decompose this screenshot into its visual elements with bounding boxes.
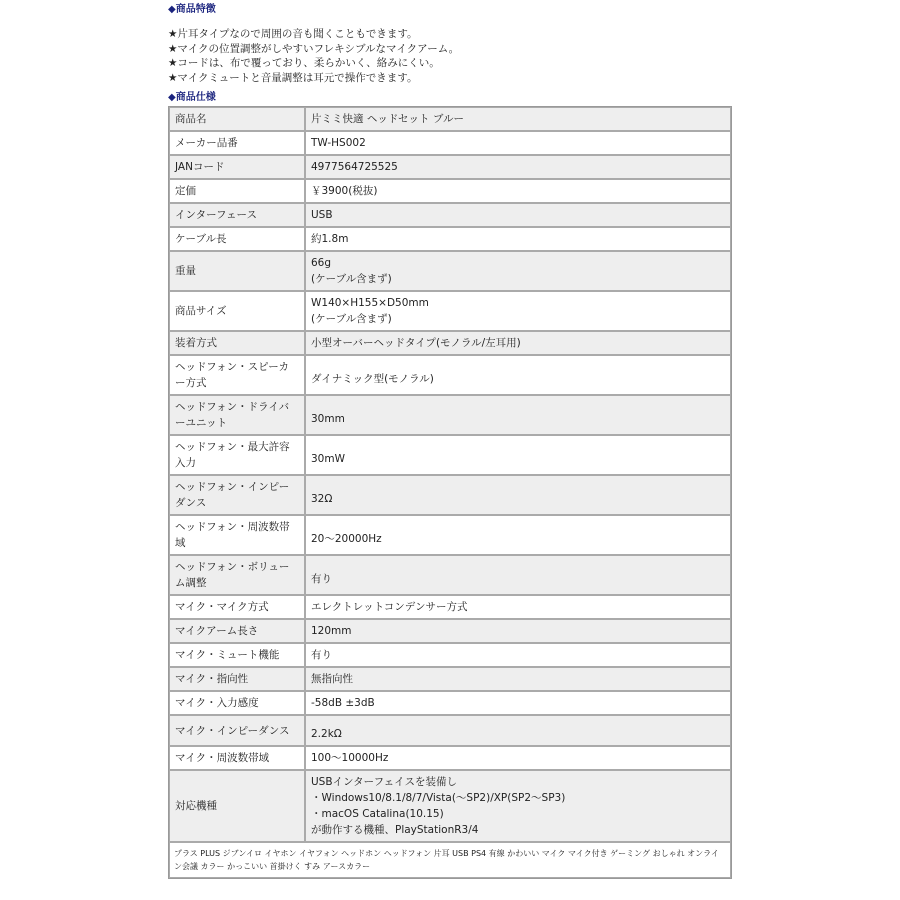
spec-value-line: ・macOS Catalina(10.15)	[311, 808, 444, 820]
spec-value-line: W140×H155×D50mm	[311, 297, 429, 309]
spec-value-line: ￥3900(税抜)	[311, 185, 378, 197]
spec-row	[169, 746, 731, 770]
spec-value	[305, 515, 731, 555]
spec-row	[169, 203, 731, 227]
spec-value-line: TW-HS002	[311, 137, 366, 149]
spec-value	[305, 355, 731, 395]
spec-value	[305, 179, 731, 203]
product-description	[168, 0, 732, 879]
spec-value-line: 小型オーバーヘッドタイプ(モノラル/左耳用)	[311, 337, 521, 349]
features-list	[168, 27, 732, 85]
keywords-row	[169, 842, 731, 878]
spec-label: ヘッドフォン・周波数帯域	[169, 515, 305, 555]
spec-label: ヘッドフォン・スピーカー方式	[169, 355, 305, 395]
spec-label: マイク・ミュート機能	[169, 643, 305, 667]
spec-label: メーカー品番	[169, 131, 305, 155]
spec-value-line: 30mW	[311, 452, 345, 465]
spec-row	[169, 131, 731, 155]
spec-row	[169, 251, 731, 291]
spec-value-line: USB	[311, 209, 333, 221]
spec-value	[305, 643, 731, 667]
spec-value-line: (ケーブル含まず)	[311, 313, 392, 325]
spec-row	[169, 643, 731, 667]
spec-value	[305, 131, 731, 155]
spec-value-line: 無指向性	[311, 673, 353, 685]
spec-value-line: 100～10000Hz	[311, 752, 389, 764]
spec-row	[169, 331, 731, 355]
spec-value	[305, 619, 731, 643]
keywords: プラス PLUS ジブンイロ イヤホン イヤフォン ヘッドホン ヘッドフォン 片耳 USB PS4 有線 かわいい マイク マイク付き ゲーミング おしゃれ オンライン会議 カラー かっこいい 首掛けく すみ アースカラー	[169, 842, 731, 878]
spec-label: ヘッドフォン・ボリューム調整	[169, 555, 305, 595]
spec-row	[169, 475, 731, 515]
spec-label: JANコード	[169, 155, 305, 179]
spec-value	[305, 107, 731, 131]
spec-row	[169, 435, 731, 475]
spec-label: マイク・指向性	[169, 667, 305, 691]
spec-value	[305, 746, 731, 770]
spec-value	[305, 555, 731, 595]
feature-item: ★コードは、布で覆っており、柔らかいく、絡みにくい。	[168, 57, 440, 69]
spec-value	[305, 715, 731, 746]
spec-row	[169, 691, 731, 715]
spec-row	[169, 515, 731, 555]
spec-row	[169, 770, 731, 842]
spec-value-line: 有り	[311, 649, 332, 661]
spec-label: 重量	[169, 251, 305, 291]
spec-value	[305, 667, 731, 691]
spec-row	[169, 667, 731, 691]
spec-label: 商品サイズ	[169, 291, 305, 331]
spec-value	[305, 595, 731, 619]
spec-label: インターフェース	[169, 203, 305, 227]
spec-label: マイク・周波数帯域	[169, 746, 305, 770]
spec-value-line: 120mm	[311, 625, 352, 637]
spec-value-line: ダイナミック型(モノラル)	[311, 372, 434, 385]
spec-row	[169, 555, 731, 595]
spec-label: マイク・マイク方式	[169, 595, 305, 619]
spec-value	[305, 251, 731, 291]
spec-value	[305, 331, 731, 355]
spec-table	[168, 106, 732, 879]
spec-label: 対応機種	[169, 770, 305, 842]
spec-value-line: 有り	[311, 572, 332, 585]
spec-value	[305, 691, 731, 715]
spec-value	[305, 475, 731, 515]
spec-value-line: -58dB ±3dB	[311, 697, 375, 709]
spec-value	[305, 203, 731, 227]
spec-value	[305, 395, 731, 435]
spec-label: ヘッドフォン・最大許容入力	[169, 435, 305, 475]
spec-label: ケーブル長	[169, 227, 305, 251]
spec-row	[169, 291, 731, 331]
spec-heading: ◆商品仕様	[168, 92, 216, 103]
spec-value	[305, 435, 731, 475]
spec-value-line: 20～20000Hz	[311, 532, 382, 545]
spec-label: 商品名	[169, 107, 305, 131]
spec-row	[169, 715, 731, 746]
spec-value-line: 4977564725525	[311, 161, 398, 173]
features-heading: ◆商品特徴	[168, 4, 216, 15]
spec-row	[169, 179, 731, 203]
spec-value-line: 66g	[311, 257, 332, 269]
spec-label: ヘッドフォン・ドライバーユニット	[169, 395, 305, 435]
spec-value-line: USBインターフェイスを装備し	[311, 776, 457, 788]
feature-item: ★片耳タイプなので周囲の音も聞くこともできます。	[168, 28, 418, 40]
spec-label: マイク・入力感度	[169, 691, 305, 715]
spec-row	[169, 107, 731, 131]
feature-item: ★マイクミュートと音量調整は耳元で操作できます。	[168, 71, 418, 84]
spec-value-line: 32Ω	[311, 492, 333, 505]
spec-label: マイク・インピーダンス	[169, 715, 305, 746]
spec-value-line: 片ミミ快適 ヘッドセット ブルー	[311, 113, 464, 125]
spec-row	[169, 355, 731, 395]
spec-value-line: (ケーブル含まず)	[311, 273, 392, 285]
spec-value-line: ・Windows10/8.1/8/7/Vista(～SP2)/XP(SP2～SP3)	[311, 792, 566, 804]
spec-row	[169, 227, 731, 251]
spec-value-line: エレクトレットコンデンサー方式	[311, 601, 468, 613]
spec-label: 定価	[169, 179, 305, 203]
spec-value-line: が動作する機種、PlayStationR3/4	[311, 824, 479, 836]
feature-item: ★マイクの位置調整がしやすいフレキシブルなマイクアーム。	[168, 42, 460, 55]
spec-value-line: 2.2kΩ	[311, 728, 342, 740]
spec-row	[169, 619, 731, 643]
spec-value-line: 30mm	[311, 412, 345, 425]
spec-value	[305, 770, 731, 842]
spec-label: マイクアーム長さ	[169, 619, 305, 643]
spec-value-line: 約1.8m	[311, 233, 349, 245]
spec-label: ヘッドフォン・インピーダンス	[169, 475, 305, 515]
spec-row	[169, 595, 731, 619]
spec-row	[169, 395, 731, 435]
spec-value	[305, 291, 731, 331]
spec-row	[169, 155, 731, 179]
spec-value	[305, 155, 731, 179]
spec-label: 装着方式	[169, 331, 305, 355]
spec-value	[305, 227, 731, 251]
